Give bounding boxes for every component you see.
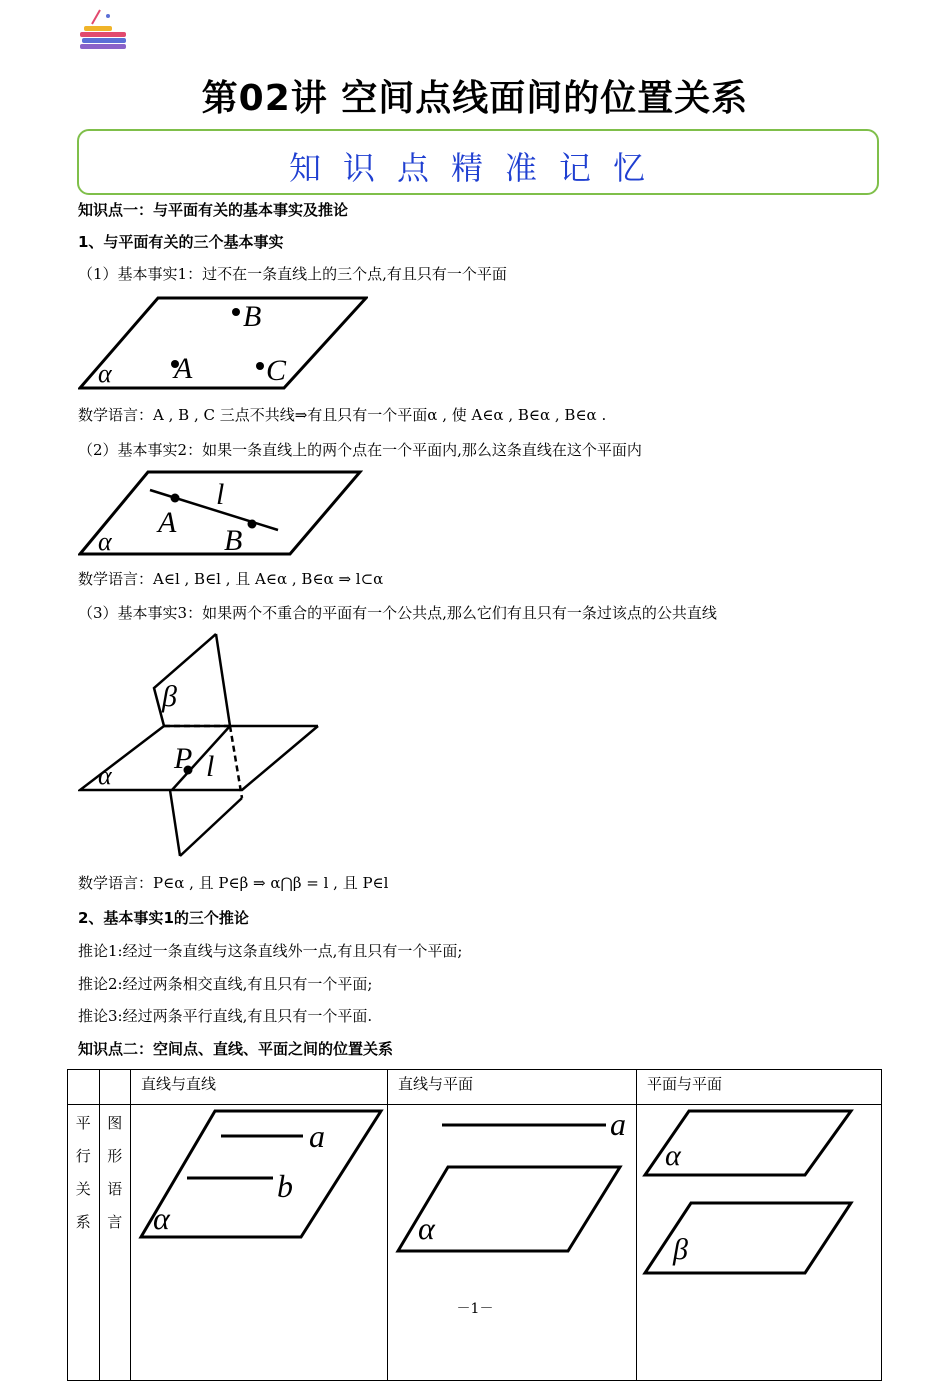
math-language-2 (78, 569, 383, 589)
cell-plane-plane-figure (637, 1105, 882, 1381)
label-alpha: α (418, 1210, 435, 1246)
label-alpha: α (665, 1139, 681, 1172)
table-header-row (68, 1070, 882, 1105)
position-relations-table (67, 1069, 882, 1381)
table-row (68, 1105, 882, 1381)
math-language-1 (78, 405, 606, 425)
corollary-2: 推论2:经过两条相交直线,有且只有一个平面; (78, 975, 373, 993)
corollary-1: 推论1:经过一条直线与这条直线外一点,有且只有一个平面; (78, 942, 463, 960)
fact-3: （3）基本事实3：如果两个不重合的平面有一个公共点,那么它们有且只有一条过该点的公共直线 (78, 604, 717, 622)
row-label-parallel: 平 行 关 系 (68, 1105, 100, 1381)
header-empty-cell (68, 1070, 100, 1105)
page-number: －1－ (456, 1301, 494, 1317)
corollary-3: 推论3:经过两条平行直线,有且只有一个平面. (78, 1007, 373, 1025)
header-line-line: 直线与直线 (131, 1070, 388, 1105)
label-A: A (158, 506, 177, 539)
math-language-3 (78, 873, 388, 893)
label-a: a (309, 1118, 325, 1154)
figure-intersecting-planes (78, 630, 323, 862)
figure-parallel-planes (637, 1107, 881, 1279)
section2-heading: 知识点二：空间点、直线、平面之间的位置关系 (78, 1040, 394, 1058)
header-empty-cell (99, 1070, 131, 1105)
label-C: C (266, 354, 287, 387)
fact-2: （2）基本事实2：如果一条直线上的两个点在一个平面内,那么这条直线在这个平面内 (78, 441, 642, 459)
label-b: b (277, 1168, 293, 1204)
cell-line-line-figure (131, 1105, 388, 1381)
figure-parallel-lines (131, 1107, 387, 1257)
page-title: 第02讲 空间点线面间的位置关系 (201, 78, 749, 119)
section-banner (77, 129, 879, 195)
banner-text: 知识点精准记忆 (288, 149, 667, 187)
label-alpha: α (98, 527, 112, 556)
figure-line-in-plane (78, 468, 363, 558)
label-B: B (243, 300, 262, 333)
subheading-1: 1、与平面有关的三个基本事实 (78, 233, 284, 251)
figure-line-parallel-plane (388, 1107, 636, 1257)
label-A: A (174, 352, 193, 385)
row-sublabel-graphic: 图 形 语 言 (99, 1105, 131, 1381)
label-alpha: α (98, 761, 112, 790)
header-plane-plane: 平面与平面 (637, 1070, 882, 1105)
math-expression-2: A∈l , B∈l , 且 A∈α , B∈α ⇒ l⊂α (153, 570, 384, 588)
label-l: l (216, 478, 225, 511)
subheading-2: 2、基本事实1的三个推论 (78, 909, 249, 927)
math-prefix-1: 数学语言： (78, 406, 154, 424)
math-prefix-3: 数学语言： (78, 874, 154, 892)
book-stack-icon (78, 8, 130, 52)
cell-line-plane-figure (388, 1105, 637, 1381)
label-beta: β (673, 1233, 688, 1266)
label-P: P (174, 742, 193, 775)
math-expression-3: P∈α , 且 P∈β ⇒ α⋂β = l , 且 P∈l (153, 874, 389, 892)
header-line-plane: 直线与平面 (388, 1070, 637, 1105)
math-expression-1: A , B , C 三点不共线⇒有且只有一个平面α , 使 A∈α , B∈α , B∈α . (153, 406, 607, 424)
label-B: B (224, 524, 243, 557)
fact-1: （1）基本事实1：过不在一条直线上的三个点,有且只有一个平面 (78, 265, 507, 283)
figure-plane-three-points (78, 294, 368, 394)
label-alpha: α (153, 1200, 170, 1236)
math-prefix-2: 数学语言： (78, 570, 154, 588)
label-alpha: α (98, 359, 112, 388)
label-a: a (610, 1107, 626, 1142)
label-beta: β (162, 680, 177, 713)
section1-heading: 知识点一：与平面有关的基本事实及推论 (78, 201, 349, 219)
label-l: l (206, 750, 215, 783)
